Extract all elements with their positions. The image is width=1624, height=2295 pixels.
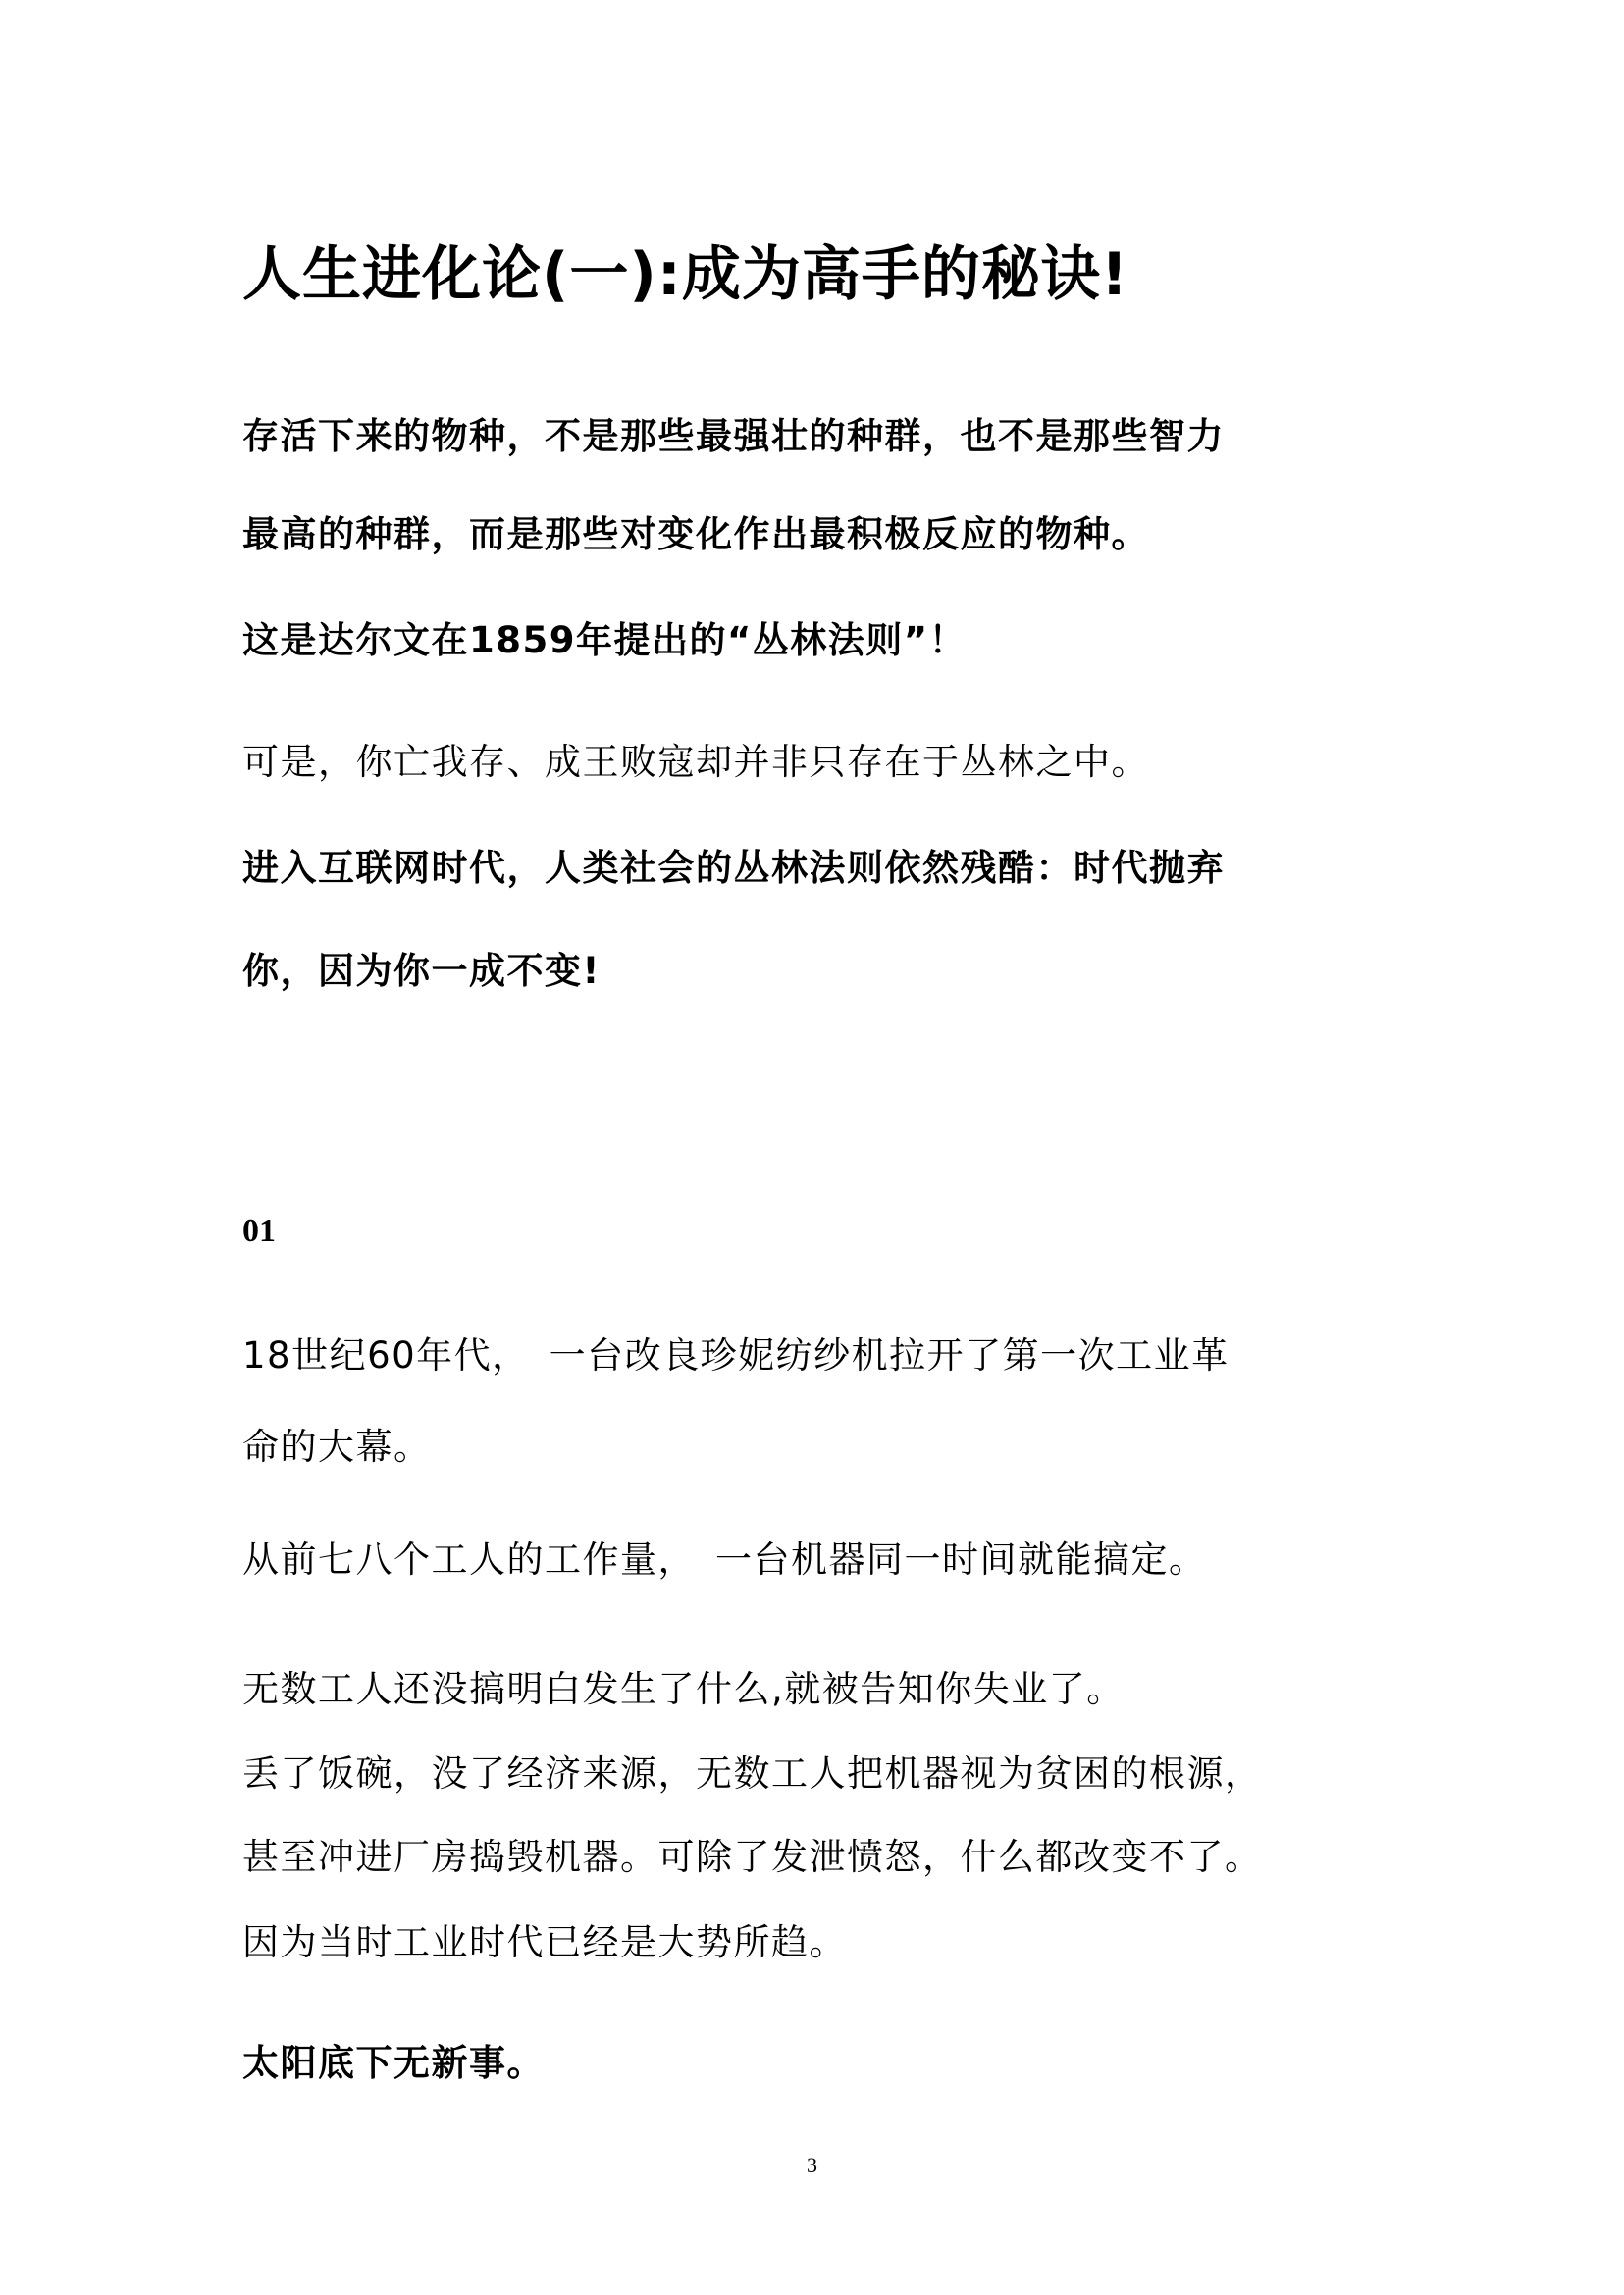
intro-paragraph-1-line-2: 最高的种群，而是那些对变化作出最积极反应的物种。: [242, 513, 1149, 555]
intro-paragraph-4-line-2: 你，因为你一成不变!: [242, 950, 601, 992]
section-number: 01: [242, 1213, 276, 1249]
intro-paragraph-3: 可是，你亡我存、成王败寇却并非只存在于丛林之中。: [242, 741, 1149, 783]
document-title: 人生进化论(一):成为高手的秘诀!: [242, 240, 1129, 309]
section-paragraph-1-line-1: 18世纪60年代， 一台改良珍妮纺纱机拉开了第一次工业革: [242, 1334, 1230, 1377]
section-paragraph-1-line-2: 命的大幕。: [242, 1426, 432, 1468]
page-number: 3: [807, 2153, 817, 2177]
intro-paragraph-4-line-1: 进入互联网时代，人类社会的丛林法则依然残酷：时代抛弃: [242, 847, 1225, 889]
intro-paragraph-1-line-1: 存活下来的物种，不是那些最强壮的种群，也不是那些智力: [242, 415, 1225, 457]
intro-paragraph-2: 这是达尔文在1859年提出的“丛林法则”！: [242, 619, 968, 661]
section-paragraph-5: 甚至冲进厂房捣毁机器。可除了发泄愤怒，什么都改变不了。: [242, 1836, 1263, 1878]
section-paragraph-2: 从前七八个工人的工作量， 一台机器同一时间就能搞定。: [242, 1539, 1207, 1581]
section-paragraph-6: 因为当时工业时代已经是大势所趋。: [242, 1921, 847, 1963]
section-paragraph-3: 无数工人还没搞明白发生了什么,就被告知你失业了。: [242, 1668, 1125, 1710]
section-paragraph-7: 太阳底下无新事。: [242, 2042, 545, 2084]
section-paragraph-4: 丢了饭碗，没了经济来源，无数工人把机器视为贫困的根源，: [242, 1752, 1263, 1795]
